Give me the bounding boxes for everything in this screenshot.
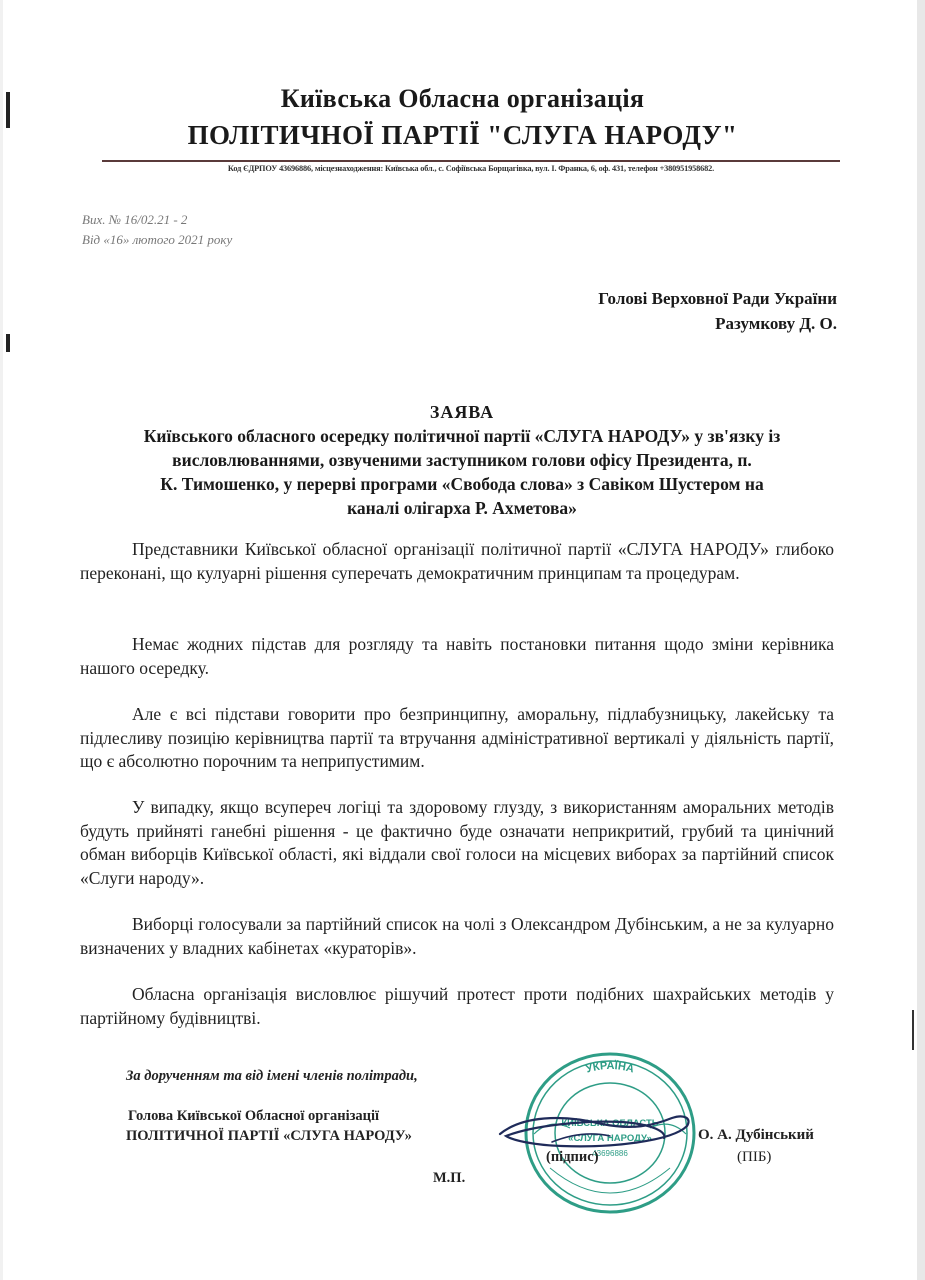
statement-title [72, 400, 852, 520]
signatory-name: О. А. Дубінський [698, 1127, 814, 1143]
signature-caption: (підпис) [546, 1149, 599, 1165]
body-paragraph [80, 796, 834, 890]
statement-subtitle-line: висловлюваннями, озвученими заступником голови офісу Президента, п. [172, 450, 752, 470]
stamp-center-line1: КИЇВСЬКА ОБЛАСТЬ [561, 1118, 659, 1129]
scan-right-edge [917, 0, 925, 1280]
letterhead-org-line2: ПОЛІТИЧНОЇ ПАРТІЇ "СЛУГА НАРОДУ" [187, 120, 738, 150]
paragraph-text: Представники Київської обласної організації політичної партії «СЛУГА НАРОДУ» глибоко переконані, що кулуарні рішення суперечать демократичним принципам та процедурам. [80, 539, 834, 583]
stamp-center-line2: «СЛУГА НАРОДУ» [568, 1133, 652, 1144]
letterhead-org-line1: Київська Обласна організація [280, 84, 645, 113]
signature-mandate: За дорученням та від імені членів політради, [126, 1068, 418, 1084]
seal-place-label: М.П. [433, 1170, 466, 1186]
scan-left-edge [0, 0, 3, 1280]
addressee-position: Голові Верховної Ради України [598, 289, 837, 308]
body-paragraph [80, 983, 834, 1030]
body-paragraph [80, 703, 834, 774]
paragraph-text: Але є всі підстави говорити про безпринципну, аморальну, підлабузницьку, лакейську та підлесливу позицію керівництва партії та втручання адміністративної вертикалі у діяльність партії, що є абсолютно порочним та неприпустимим. [80, 704, 834, 771]
paragraph-text: У випадку, якщо всупереч логіці та здоровому глузду, з використанням аморальних методів будуть прийняті ганебні рішення - це фактично буде означати неприкритий, грубий та цинічний обман виборців Київської області, які віддали свої голоси на місцевих виборах за партійний список «Слуги народу». [80, 797, 834, 888]
addressee-name: Разумкову Д. О. [715, 314, 837, 333]
body-paragraph [80, 538, 834, 585]
body-paragraph [80, 913, 834, 960]
signatory-position-line2: ПОЛІТИЧНОЇ ПАРТІЇ «СЛУГА НАРОДУ» [126, 1128, 412, 1144]
signatory-position-line1: Голова Київської Обласної організації [128, 1108, 380, 1124]
outgoing-date: Від «16» лютого 2021 року [82, 232, 233, 247]
stamp-code: 43696886 [592, 1149, 628, 1158]
paragraph-text: Обласна організація висловлює рішучий протест проти подібних шахрайських методів у партійному будівництві. [80, 984, 834, 1028]
statement-subtitle-line: каналі олігарха Р. Ахметова» [347, 498, 577, 518]
letterhead-rule [102, 160, 840, 162]
statement-subtitle-line: Київського обласного осередку політичної партії «СЛУГА НАРОДУ» у зв'язку із [143, 426, 781, 446]
scan-margin-mark [912, 1010, 914, 1050]
scan-margin-mark [6, 334, 10, 352]
statement-subtitle-line: К. Тимошенко, у перерві програми «Свобода слова» з Савіком Шустером на [160, 474, 764, 494]
paragraph-text: Виборці голосували за партійний список на чолі з Олександром Дубінським, а не за кулуарно визначених у владних кабінетах «кураторів». [80, 914, 834, 958]
statement-heading: ЗАЯВА [429, 402, 495, 422]
stamp-ring-text: УКРАЇНА [584, 1059, 636, 1076]
body-paragraph [80, 633, 834, 680]
paragraph-text: Немає жодних підстав для розгляду та навіть постановки питання щодо зміни керівника нашого осередку. [80, 634, 834, 678]
letterhead-contacts: Код ЄДРПОУ 43696886, місцезнаходження: Київська обл., с. Софіївська Борщагівка, вул. І. Франка, 6, оф. 431, телефон +380951958682. [227, 164, 715, 173]
outgoing-number: Вих. № 16/02.21 - 2 [82, 212, 188, 227]
name-caption: (ПІБ) [737, 1149, 772, 1165]
